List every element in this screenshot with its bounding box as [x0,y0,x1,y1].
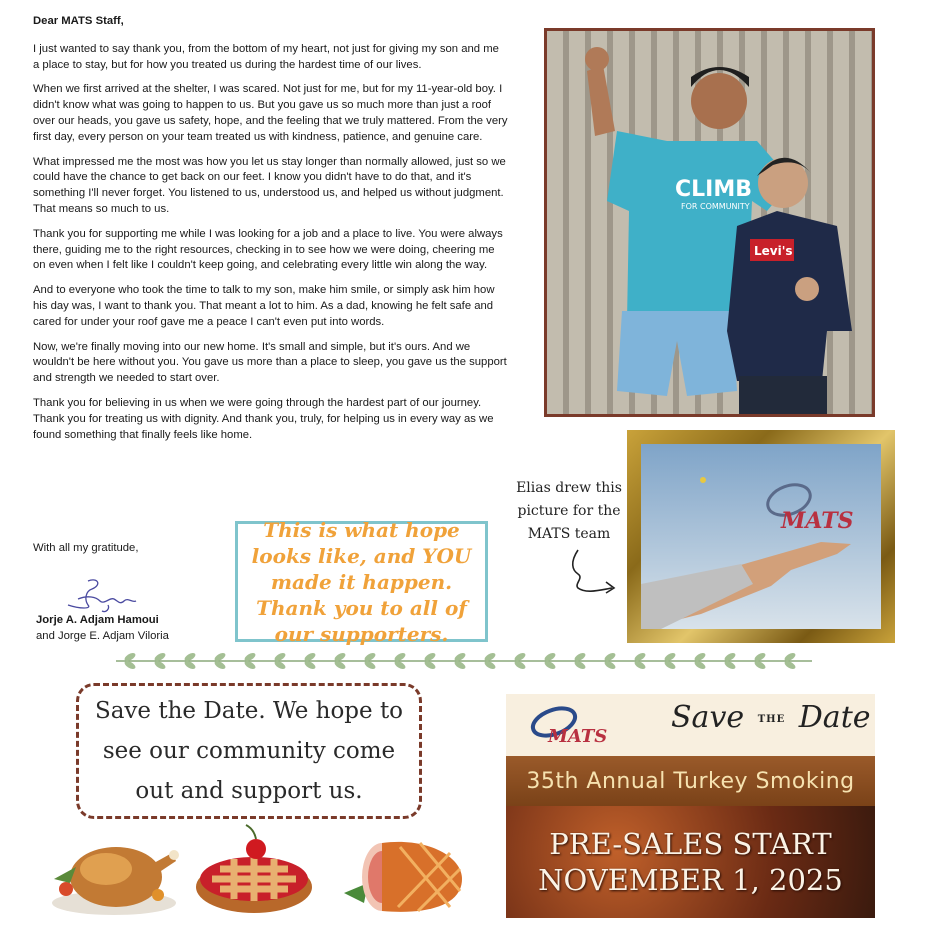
signer-secondary: and Jorge E. Adjam Viloria [36,630,169,642]
letter-paragraph-3: What impressed me the most was how you let us stay longer than normally allowed, just so we could have the chance to get back on our feet. I know you didn't have to do that, and it's something I'll never forget. You listened to us, understood us, and helped us without judgment. That means so much to us. [33,155,506,215]
mats-logo [518,702,628,750]
hope-quote-box [235,517,488,646]
turkey-smoking-banner [506,694,875,918]
hoodie-logo-text: Levi's [754,244,793,258]
presales-line-1: PRE-SALES START [549,827,832,861]
letter-paragraph-7: Thank you for believing in us when we were going through the hardest part of our journey. Thank you for treating us with dignity. And thank you, truly, for helping us in every way as we found something that finally feels like home. [33,396,494,441]
shirt-logo-text: CLIMB [675,177,753,202]
save-the-date-heading [671,700,871,735]
drawing-logo-text: MATS [781,508,854,534]
presales-band [506,806,875,918]
cherry-pie-icon [190,823,318,919]
event-title-band [506,756,875,806]
vine-divider [116,650,812,672]
framed-child-drawing [627,430,895,643]
presales-line-2: NOVEMBER 1, 2025 [538,863,843,897]
event-title: 35th Annual Turkey Smoking [526,768,855,794]
save-word: Save [671,700,745,735]
letter-paragraph-5: And to everyone who took the time to talk to my son, make him smile, or simply ask him how his day was, I want to thank you. That meant a lot to him. As a dad, knowing he felt safe and cared for under your roof gave me a peace I can't even put into words. [33,284,495,328]
letter-paragraph-1: I just wanted to say thank you, from the bottom of my heart, not just for giving my son and me a place to stay, but for how you treated us during the hardest time of our lives. [33,42,499,71]
the-word: THE [757,713,786,725]
photo-illustration [547,31,872,414]
banner-header [506,694,875,756]
handwritten-signature [58,575,148,615]
letter-paragraph-2: When we first arrived at the shelter, I was scared. Not just for me, but for my 11-year-old boy. I didn't know what was going to happen to us. But you gave us so much more than just a roof over our heads, you gave us safety, hope, and the feeling that we truly mattered. From the very first day, every person on your team treated us with kindness, patience, and genuine care. [33,83,508,143]
father-son-photo [544,28,875,417]
letter-paragraph-4: Thank you for supporting me while I was looking for a job and a place to live. You were always there, guiding me to the right resources, checking in to see how we were doing, cheering me on even when I felt like I couldn't keep going, and celebrating every little win along the way. [33,227,503,272]
curved-arrow-icon [564,548,620,598]
glazed-ham-icon [338,823,470,919]
shirt-tagline-text: FOR COMMUNITY [681,202,750,211]
signer-name: Jorje A. Adjam Hamoui [36,614,159,626]
drawing-illustration [641,444,881,629]
date-word: Date [798,700,871,735]
hope-quote-text: This is what hope looks like, and YOU made it happen. Thank you to all of our supporters. [251,517,472,646]
thank-you-letter [33,14,508,452]
letter-closing: With all my gratitude, [33,542,139,554]
save-the-date-box [76,683,422,819]
roast-turkey-icon [46,823,182,919]
letter-greeting: Dear MATS Staff, [33,15,124,27]
letter-paragraph-6: Now, we're finally moving into our new home. It's small and simple, but it's ours. And we wouldn't be here without you. You gave us more than a place to sleep, you gave us the support and strength we needed to start over. [33,340,507,385]
save-the-date-text: Save the Date. We hope to see our community come out and support us. [94,698,404,804]
drawing-caption: Elias drew this picture for the MATS team [516,480,622,542]
mats-logo-text: MATS [548,726,608,747]
